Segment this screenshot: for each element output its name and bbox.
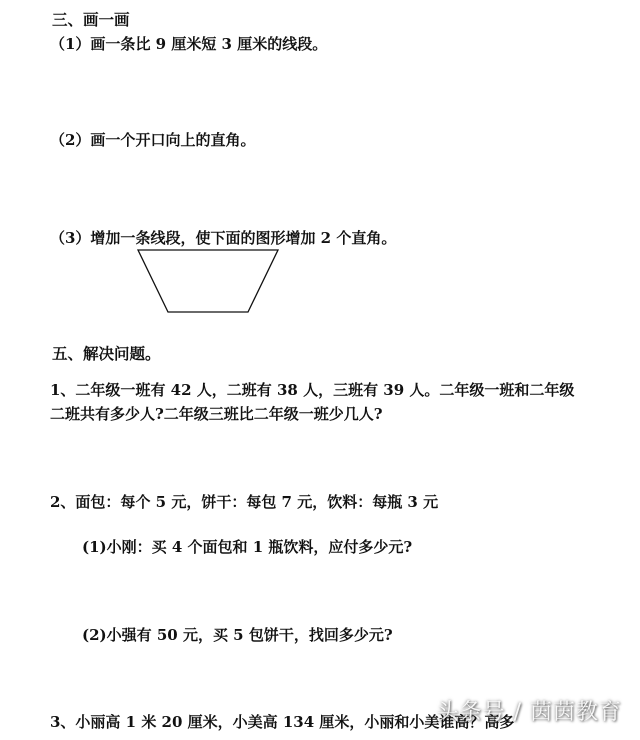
question-1-draw-segment: （1）画一条比 9 厘米短 3 厘米的线段。 xyxy=(50,35,328,53)
section-heading-solve: 五、解决问题。 xyxy=(52,344,161,363)
problem-2-subquestion-2: (2)小强有 50 元，买 5 包饼干，找回多少元? xyxy=(82,626,393,644)
problem-3: 3、小丽高 1 米 20 厘米，小美高 134 厘米，小丽和小美谁高？高多 xyxy=(50,713,515,731)
question-3-add-segment: （3）增加一条线段，使下面的图形增加 2 个直角。 xyxy=(50,229,397,247)
section-heading-draw: 三、画一画 xyxy=(52,10,130,29)
problem-2-subquestion-1: (1)小刚：买 4 个面包和 1 瓶饮料，应付多少元? xyxy=(82,538,413,556)
trapezoid-outline xyxy=(138,250,278,312)
problem-1-line-2: 二班共有多少人?二年级三班比二年级一班少几人? xyxy=(50,405,383,423)
watermark-logo: 头条号 / 茵茵教育 xyxy=(436,700,622,725)
problem-2-intro: 2、面包：每个 5 元，饼干：每包 7 元，饮料：每瓶 3 元 xyxy=(50,493,439,511)
problem-1-line-1: 1、二年级一班有 42 人，二班有 38 人，三班有 39 人。二年级一班和二年级 xyxy=(50,381,575,399)
trapezoid-figure xyxy=(136,248,280,314)
question-2-draw-right-angle: （2）画一个开口向上的直角。 xyxy=(50,131,256,149)
